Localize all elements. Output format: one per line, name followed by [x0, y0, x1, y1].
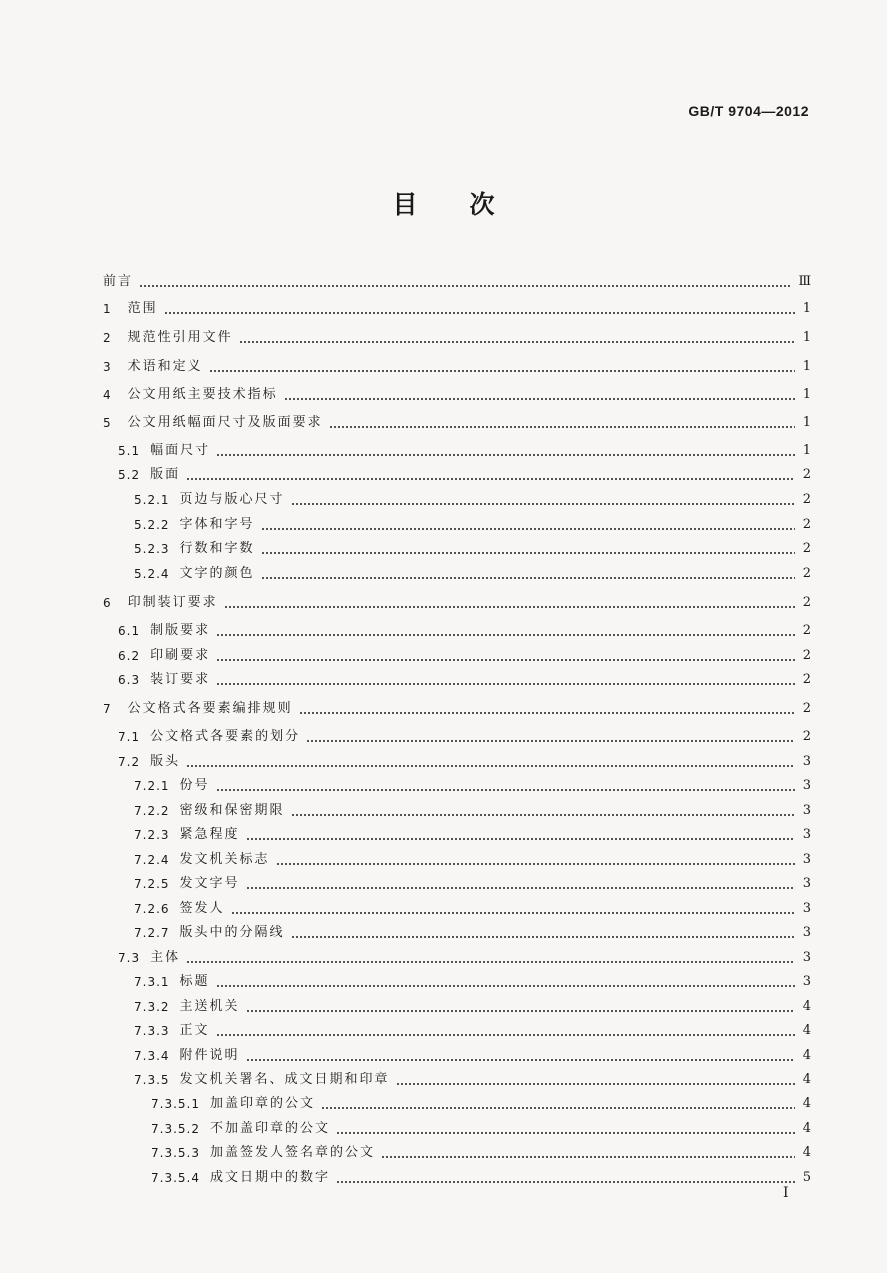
toc-entry[interactable] [134, 921, 811, 941]
toc-entry-number: 5.2.3 [134, 542, 170, 556]
dot-leader [329, 426, 795, 428]
dot-leader [336, 1132, 795, 1134]
toc-entry-number: 7.2.5 [134, 877, 170, 891]
toc-entry-page: 3 [802, 827, 811, 842]
toc-entry-label: 成文日期中的数字 [209, 1170, 330, 1185]
toc-entry-number: 7.2.2 [134, 804, 170, 818]
toc-entry-page: 4 [802, 999, 811, 1014]
toc-entry-number: 7.3.1 [134, 975, 170, 989]
toc-entry[interactable] [134, 537, 811, 557]
toc-entry-label: 发文机关署名、成文日期和印章 [179, 1072, 390, 1087]
toc-entry-page: 2 [802, 623, 811, 638]
dot-leader [216, 454, 795, 456]
toc-entry-label: 不加盖印章的公文 [209, 1121, 330, 1136]
dot-leader [224, 606, 795, 608]
toc-entry-page: 1 [802, 387, 811, 402]
toc-entry[interactable] [103, 411, 811, 431]
dot-leader [299, 712, 795, 714]
toc-entry-page: 1 [802, 415, 811, 430]
toc-entry-page: Ⅲ [798, 274, 811, 289]
dot-leader [381, 1156, 795, 1158]
toc-entry-page: 2 [802, 648, 811, 663]
toc-entry[interactable] [134, 995, 811, 1015]
toc-entry[interactable] [151, 1141, 811, 1161]
toc-entry-number: 4 [103, 388, 112, 402]
toc-entry-page: 3 [802, 950, 811, 965]
toc-entry-number: 7.3.5 [134, 1073, 170, 1087]
dot-leader [336, 1181, 795, 1183]
toc-entry-label: 规范性引用文件 [127, 330, 233, 345]
toc-entry[interactable] [151, 1092, 811, 1112]
toc-entry-label: 术语和定义 [127, 359, 203, 374]
toc-entry-page: 4 [802, 1145, 811, 1160]
dot-leader [216, 683, 795, 685]
toc-entry-page: 2 [802, 701, 811, 716]
toc-entry-label: 范围 [127, 301, 158, 316]
toc-entry-label: 公文格式各要素编排规则 [127, 701, 293, 716]
toc-entry-label: 紧急程度 [179, 827, 240, 842]
toc-entry-label: 公文用纸幅面尺寸及版面要求 [127, 415, 323, 430]
toc-entry-label: 份号 [179, 778, 210, 793]
toc-entry[interactable] [134, 823, 811, 843]
dot-leader [216, 659, 795, 661]
toc-entry[interactable] [134, 774, 811, 794]
toc-entry[interactable] [134, 970, 811, 990]
toc-entry[interactable] [118, 619, 811, 639]
toc-entry-page: 2 [802, 467, 811, 482]
toc-entry-number: 7.3.5.3 [151, 1146, 200, 1160]
toc-entry-label: 装订要求 [150, 672, 211, 687]
toc-entry-label: 版头 [150, 754, 181, 769]
toc-entry-label: 签发人 [179, 901, 225, 916]
toc-entry[interactable] [103, 383, 811, 403]
toc-entry-page: 2 [802, 541, 811, 556]
toc-entry-number: 5 [103, 416, 112, 430]
toc-entry-label: 主体 [150, 950, 181, 965]
toc-entry-page: 4 [802, 1121, 811, 1136]
toc-entry-label: 文字的颜色 [179, 566, 255, 581]
dot-leader [216, 634, 795, 636]
toc-entry-number: 6 [103, 596, 112, 610]
toc-entry[interactable] [103, 697, 811, 717]
toc-entry[interactable] [134, 513, 811, 533]
toc-entry[interactable] [134, 897, 811, 917]
toc-entry-number: 7.2.7 [134, 926, 170, 940]
toc-entry-number: 6.3 [118, 673, 141, 687]
toc-entry[interactable] [134, 799, 811, 819]
dot-leader [291, 503, 795, 505]
toc-entry[interactable] [134, 1019, 811, 1039]
toc-entry-label: 公文用纸主要技术指标 [127, 387, 278, 402]
toc-entry-label: 制版要求 [150, 623, 211, 638]
toc-entry[interactable] [103, 591, 811, 611]
toc-entry-number: 5.2 [118, 468, 141, 482]
dot-leader [186, 478, 795, 480]
toc-entry-label: 主送机关 [179, 999, 240, 1014]
toc-entry[interactable] [118, 439, 811, 459]
toc-entry-page: 3 [802, 778, 811, 793]
toc-entry-label: 版头中的分隔线 [179, 925, 285, 940]
toc-entry-page: 4 [802, 1072, 811, 1087]
toc-entry-label: 行数和字数 [179, 541, 255, 556]
dot-leader [246, 887, 795, 889]
toc-entry-number: 7.2.3 [134, 828, 170, 842]
toc-entry-page: 2 [802, 492, 811, 507]
toc-entry-page: 3 [802, 852, 811, 867]
toc-entry-page: 4 [802, 1096, 811, 1111]
toc-entry-page: 1 [802, 301, 811, 316]
toc-entry[interactable] [103, 326, 811, 346]
toc-entry-number: 7.3 [118, 951, 141, 965]
dot-leader [321, 1107, 795, 1109]
toc-entry-number: 6.1 [118, 624, 141, 638]
toc-entry-page: 2 [802, 566, 811, 581]
toc-entry-page: 2 [802, 729, 811, 744]
dot-leader [284, 398, 795, 400]
dot-leader [164, 312, 795, 314]
toc-entry-label: 公文格式各要素的划分 [150, 729, 301, 744]
dot-leader [246, 838, 795, 840]
toc-entry-page: 1 [802, 443, 811, 458]
dot-leader [216, 789, 795, 791]
title-char-1: 目 [392, 190, 418, 219]
dot-leader [261, 577, 795, 579]
toc-entry[interactable] [118, 463, 811, 483]
toc-entry-number: 7.2.1 [134, 779, 170, 793]
toc-entry-number: 7.2.4 [134, 853, 170, 867]
toc-entry-page: 2 [802, 595, 811, 610]
dot-leader [231, 912, 795, 914]
toc-entry-label: 页边与版心尺寸 [179, 492, 285, 507]
dot-leader [306, 740, 795, 742]
toc-entry-label: 印刷要求 [150, 648, 211, 663]
toc-entry[interactable] [118, 725, 811, 745]
toc-entry-label: 标题 [179, 974, 210, 989]
toc-entry-number: 7.3.4 [134, 1049, 170, 1063]
toc-entry[interactable] [134, 562, 811, 582]
toc-entry[interactable] [134, 1068, 811, 1088]
title-char-2: 次 [469, 190, 495, 219]
toc-entry[interactable] [118, 644, 811, 664]
toc-entry-page: 1 [802, 330, 811, 345]
toc-entry-page: 3 [802, 925, 811, 940]
toc-entry-number: 6.2 [118, 649, 141, 663]
toc-entry-label: 前言 [103, 274, 134, 289]
page-title [0, 185, 887, 221]
toc-entry[interactable] [151, 1117, 811, 1137]
toc-entry[interactable] [118, 750, 811, 770]
toc-entry-number: 7.3.5.4 [151, 1171, 200, 1185]
toc-entry-number: 7.2 [118, 755, 141, 769]
dot-leader [291, 936, 795, 938]
toc-entry-number: 7.3.2 [134, 1000, 170, 1014]
dot-leader [186, 765, 795, 767]
toc-entry-page: 3 [802, 803, 811, 818]
toc-entry-number: 5.1 [118, 444, 141, 458]
toc-entry-number: 7.3.5.2 [151, 1122, 200, 1136]
toc-entry-page: 3 [802, 901, 811, 916]
dot-leader [246, 1059, 795, 1061]
toc-entry-number: 7.3.3 [134, 1024, 170, 1038]
toc-entry[interactable] [103, 355, 811, 375]
toc-entry[interactable] [134, 1044, 811, 1064]
standard-number: GB/T 9704—2012 [688, 103, 809, 119]
toc-entry-number: 2 [103, 331, 112, 345]
toc-entry-label: 版面 [150, 467, 181, 482]
toc-entry-label: 字体和字号 [179, 517, 255, 532]
toc-entry-label: 附件说明 [179, 1048, 240, 1063]
toc-entry-page: 3 [802, 876, 811, 891]
toc-entry-number: 5.2.4 [134, 567, 170, 581]
toc-entry[interactable] [118, 946, 811, 966]
dot-leader [139, 285, 792, 287]
toc-entry-label: 发文机关标志 [179, 852, 270, 867]
toc-entry-page: 2 [802, 517, 811, 532]
toc-entry-label: 正文 [179, 1023, 210, 1038]
toc-entry-label: 加盖签发人签名章的公文 [209, 1145, 375, 1160]
toc-entry-page: 3 [802, 974, 811, 989]
dot-leader [261, 552, 795, 554]
toc-entry-page: 3 [802, 754, 811, 769]
toc-entry-number: 7.2.6 [134, 902, 170, 916]
dot-leader [216, 985, 795, 987]
toc-entry-label: 密级和保密期限 [179, 803, 285, 818]
toc-entry-number: 1 [103, 302, 112, 316]
toc-entry-page: 2 [802, 672, 811, 687]
dot-leader [291, 814, 795, 816]
toc-entry-page: 1 [802, 359, 811, 374]
toc-entry-page: 4 [802, 1048, 811, 1063]
toc-entry-label: 发文字号 [179, 876, 240, 891]
toc-entry-number: 7.1 [118, 730, 141, 744]
toc-entry-number: 7.3.5.1 [151, 1097, 200, 1111]
toc-entry[interactable] [103, 270, 811, 290]
toc-entry-number: 3 [103, 360, 112, 374]
toc-entry-page: 4 [802, 1023, 811, 1038]
dot-leader [239, 341, 795, 343]
toc-entry[interactable] [134, 488, 811, 508]
toc-entry-number: 5.2.2 [134, 518, 170, 532]
dot-leader [216, 1034, 795, 1036]
page-number: I [783, 1185, 789, 1201]
toc-entry[interactable] [118, 668, 811, 688]
toc-entry-label: 加盖印章的公文 [209, 1096, 315, 1111]
toc-entry[interactable] [134, 872, 811, 892]
toc-entry[interactable] [103, 297, 811, 317]
dot-leader [209, 370, 795, 372]
toc-entry-page: 5 [802, 1170, 811, 1185]
toc-entry[interactable] [134, 848, 811, 868]
toc-entry-label: 幅面尺寸 [150, 443, 211, 458]
dot-leader [246, 1010, 795, 1012]
dot-leader [261, 528, 795, 530]
dot-leader [396, 1083, 795, 1085]
dot-leader [276, 863, 795, 865]
toc-entry[interactable] [151, 1166, 811, 1186]
toc-entry-number: 7 [103, 702, 112, 716]
toc-entry-label: 印制装订要求 [127, 595, 218, 610]
dot-leader [186, 961, 795, 963]
toc-entry-number: 5.2.1 [134, 493, 170, 507]
